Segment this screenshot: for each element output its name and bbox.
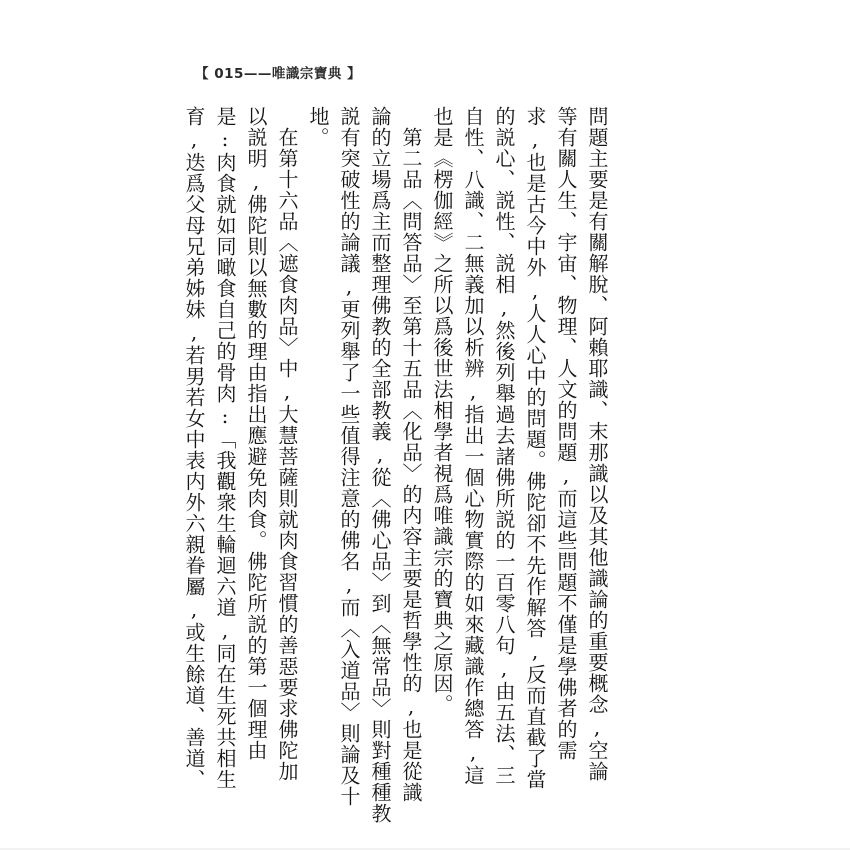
text-line: 第二品〈問答品〉至第十五品〈化品〉的内容主要是哲學性的,也是從識 <box>399 127 423 803</box>
text-line: 在第十六品〈遮食肉品〉中,大慧菩薩則就肉食習慣的善惡要求佛陀加 <box>275 127 299 782</box>
text-line: 的説心、説性、説相,然後列舉過去諸佛所説的一百零八句,由五法、三 <box>492 106 516 786</box>
text-line: 論的立場爲主而整理佛教的全部教義,從〈佛心品〉到〈無常品〉則對種種教 <box>368 106 392 824</box>
text-line: 問題主要是有關解脫、阿賴耶識、末那識以及其他識論的重要概念,空論 <box>585 106 609 782</box>
text-line: 是:肉食就如同噉食自己的骨肉:「我觀衆生輪迴六道,同在生死共相生 <box>213 106 237 790</box>
text-line: 也是《楞伽經》之所以爲後世法相學者視爲唯識宗的寶典之原因。 <box>430 106 454 715</box>
text-line: 育,迭爲父母兄弟姊妹,若男若女中表内外六親眷屬,或生餘道、善道、 <box>182 106 206 790</box>
text-line: 等有關人生、宇宙、物理、人文的問題,而這些問題不僅是學佛者的需 <box>554 106 578 761</box>
text-line: 説有突破性的論議,更列舉了一些值得注意的佛名,而〈入道品〉則論及十 <box>337 106 361 807</box>
text-line: 以説明,佛陀則以無數的理由指出應避免肉食。佛陀所説的第一個理由 <box>244 106 268 761</box>
running-header: 【 015——唯識宗寶典 】 <box>195 66 362 82</box>
text-line: 地。 <box>306 106 330 148</box>
text-line: 自性、八識、二無義加以析辨,指出一個心物實際的如來藏識作總答,這 <box>461 106 485 786</box>
text-line: 求,也是古今中外,人人心中的問題。佛陀卻不先作解答,反而直截了當 <box>523 106 547 790</box>
vertical-text-block <box>178 106 612 824</box>
